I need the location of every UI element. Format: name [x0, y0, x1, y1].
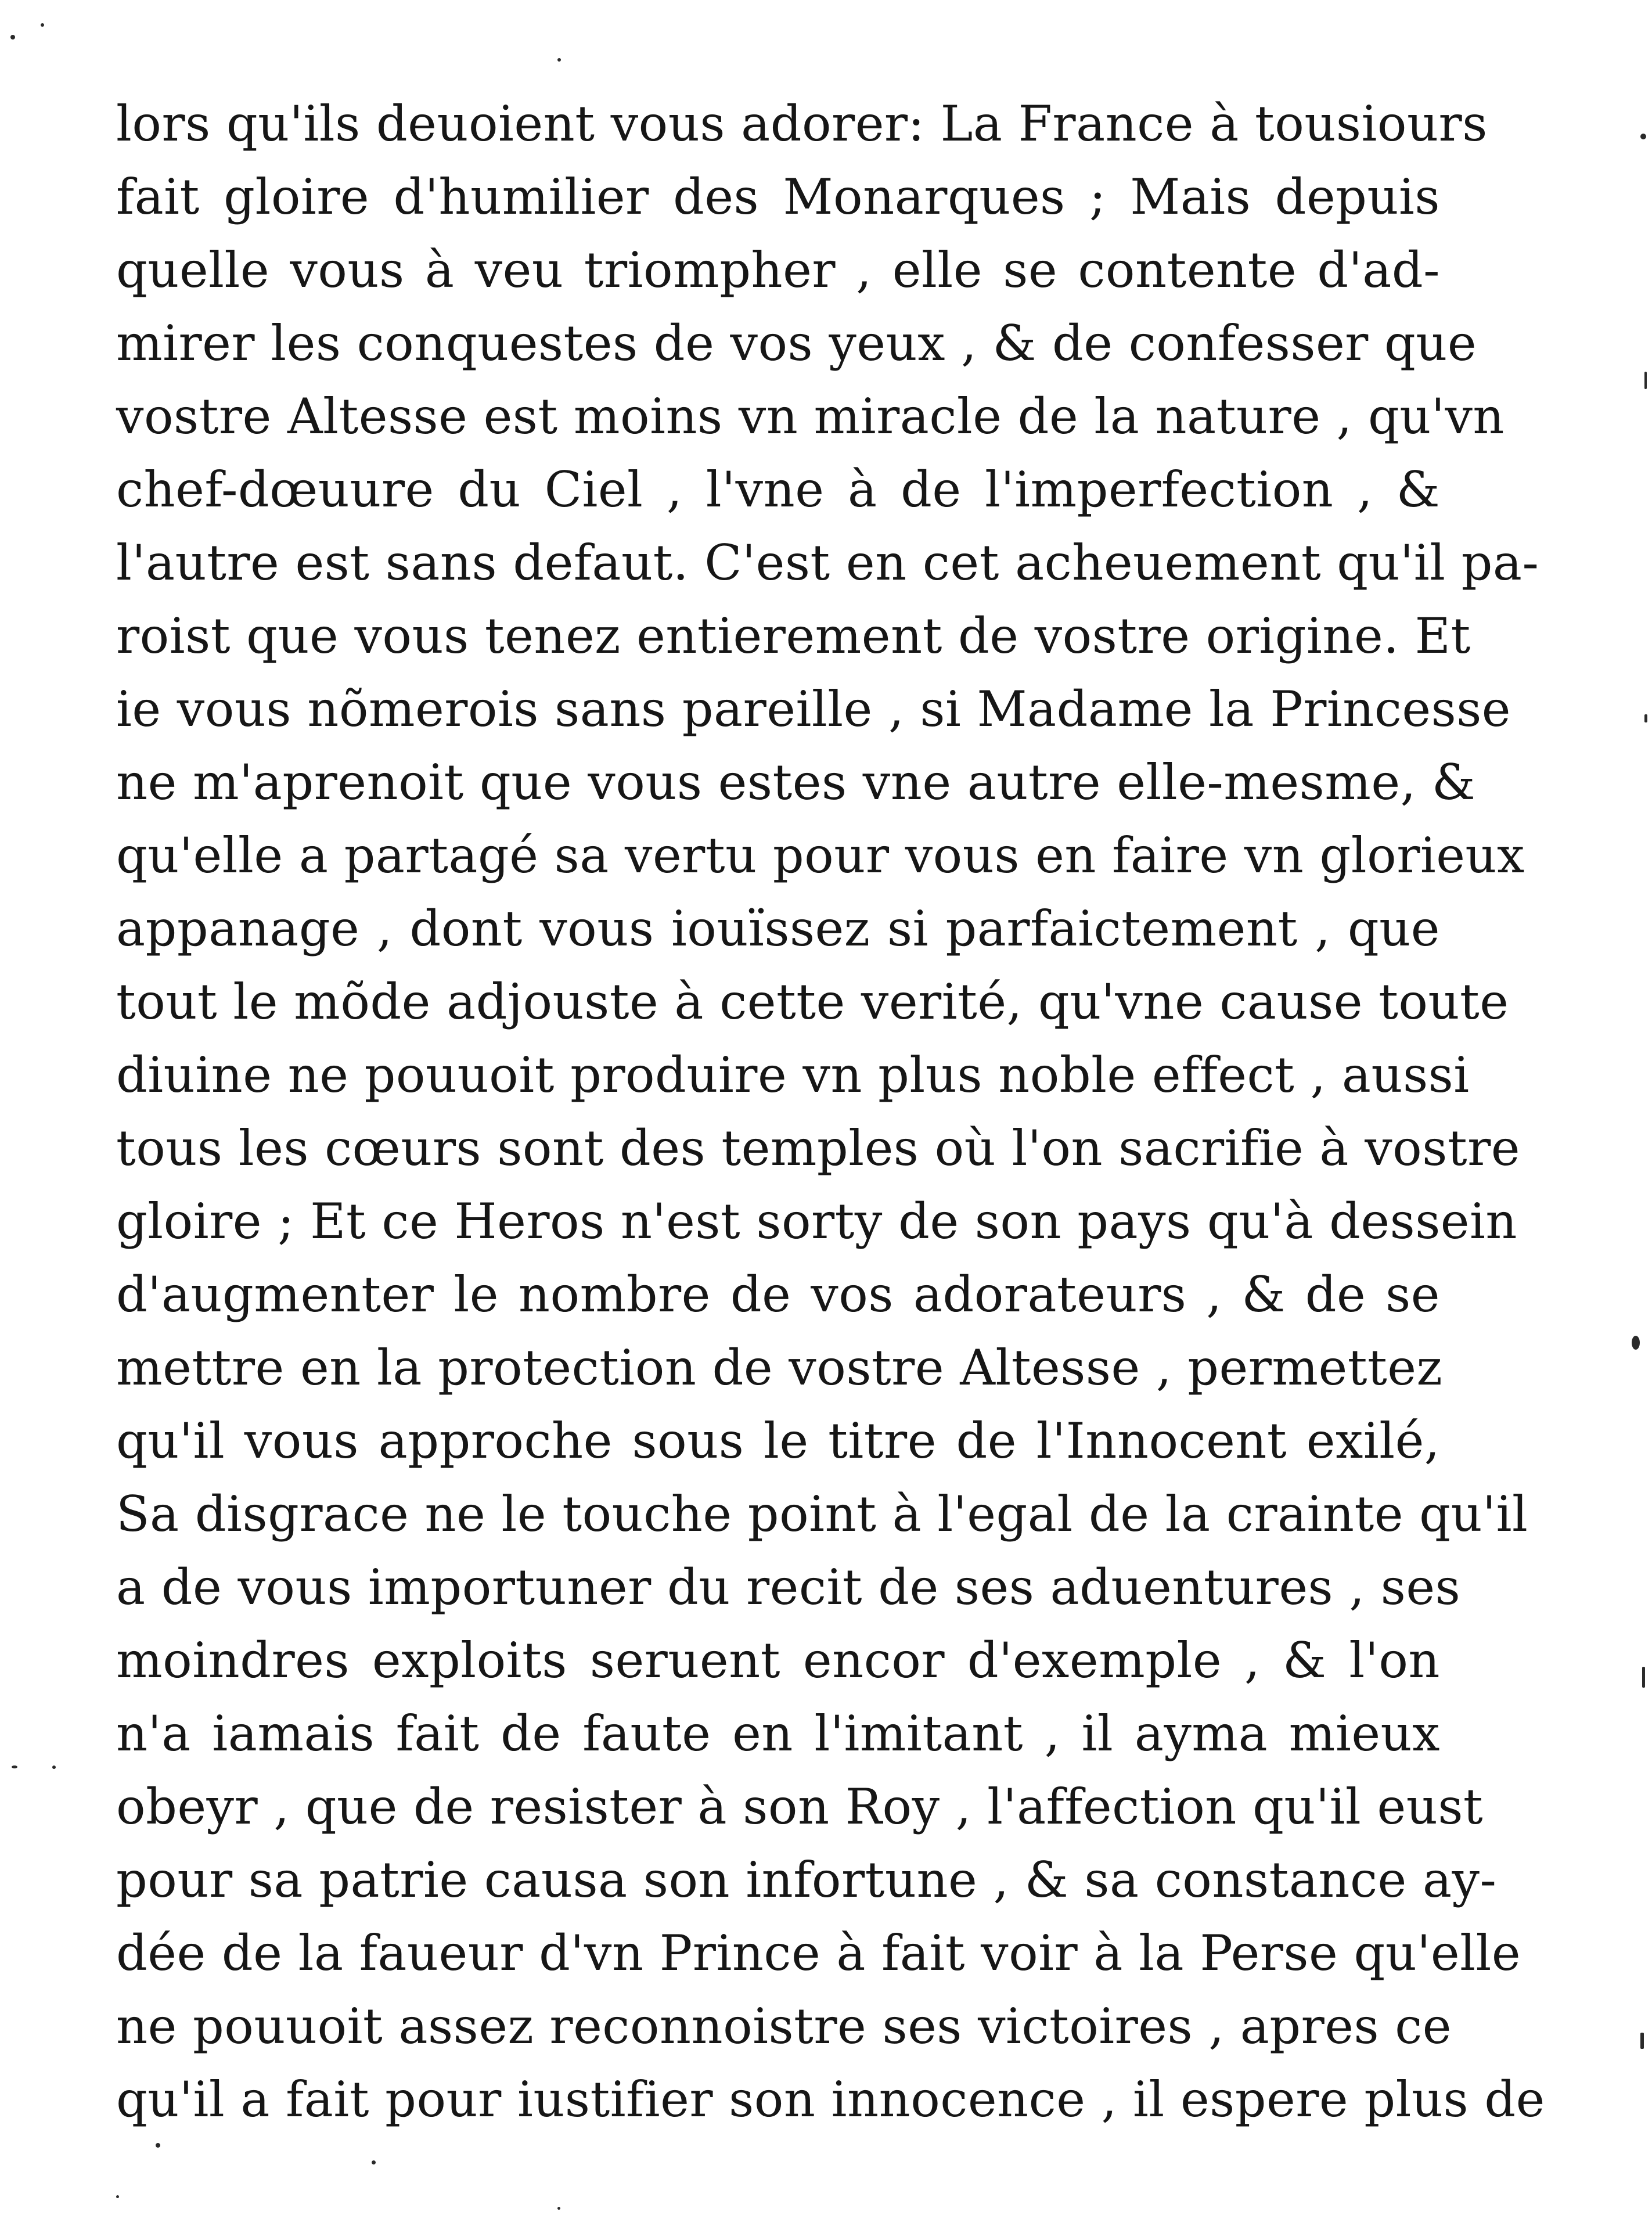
- text-line: chef-dœuure du Ciel , l'vne à de l'imperfection , &: [116, 461, 1440, 518]
- scan-speck: [12, 1765, 17, 1768]
- text-line: quelle vous à veu triompher , elle se contente d'ad-: [116, 242, 1440, 299]
- scan-speck: [1644, 714, 1647, 722]
- text-line: d'augmenter le nombre de vos adorateurs , & de se: [116, 1266, 1440, 1323]
- text-line: vostre Altesse est moins vn miracle de la nature , qu'vn: [116, 388, 1505, 445]
- text-line: diuine ne pouuoit produire vn plus noble effect , aussi: [116, 1047, 1470, 1103]
- text-line: ne m'aprenoit que vous estes vne autre elle-mesme, &: [116, 754, 1476, 811]
- text-line: qu'il vous approche sous le titre de l'Innocent exilé,: [116, 1412, 1440, 1469]
- text-line: ie vous nõmerois sans pareille , si Madame la Princesse: [116, 681, 1511, 738]
- text-line: n'a iamais fait de faute en l'imitant , il ayma mieux: [116, 1705, 1440, 1762]
- scan-speck: [156, 2143, 160, 2148]
- text-line: roist que vous tenez entierement de vostre origine. Et: [116, 607, 1471, 664]
- text-line: mettre en la protection de vostre Altesse , permettez: [116, 1339, 1443, 1396]
- scan-speck: [1644, 372, 1647, 389]
- scan-speck: [1632, 1336, 1640, 1350]
- scan-speck: [41, 23, 44, 27]
- text-line: obeyr , que de resister à son Roy , l'affection qu'il eust: [116, 1778, 1484, 1835]
- text-line: mirer les conquestes de vos yeux , & de confesser que: [116, 315, 1477, 372]
- text-line: ne pouuoit assez reconnoistre ses victoires , apres ce: [116, 1998, 1452, 2055]
- text-line: qu'elle a partagé sa vertu pour vous en faire vn glorieux: [116, 827, 1525, 884]
- text-line: Sa disgrace ne le touche point à l'egal de la crainte qu'il: [116, 1486, 1528, 1542]
- text-line: pour sa patrie causa son infortune , & sa constance ay-: [116, 1851, 1497, 1908]
- text-line: moindres exploits seruent encor d'exemple , & l'on: [116, 1632, 1440, 1689]
- scan-speck: [1640, 134, 1646, 139]
- text-line: tous les cœurs sont des temples où l'on sacrifie à vostre: [116, 1120, 1520, 1177]
- text-line: tout le mõde adjouste à cette verité, qu'vne cause toute: [116, 973, 1509, 1030]
- body-text: [116, 87, 1545, 2136]
- scan-speck: [557, 2207, 560, 2210]
- scan-speck: [557, 58, 561, 62]
- scan-speck: [1642, 1667, 1645, 1688]
- text-line: dée de la faueur d'vn Prince à fait voir à la Perse qu'elle: [116, 1925, 1521, 1982]
- scan-speck: [1640, 2033, 1644, 2049]
- text-line: a de vous importuner du recit de ses aduentures , ses: [116, 1559, 1461, 1616]
- text-line: l'autre est sans defaut. C'est en cet acheuement qu'il pa-: [116, 534, 1539, 591]
- scan-speck: [52, 1765, 56, 1769]
- text-line: fait gloire d'humilier des Monarques ; Mais depuis: [116, 168, 1440, 225]
- scan-speck: [372, 2160, 376, 2164]
- text-line: lors qu'ils deuoient vous adorer: La France à tousiours: [116, 95, 1488, 152]
- scan-speck: [116, 2195, 119, 2198]
- text-line: qu'il a fait pour iustifier son innocence , il espere plus de: [116, 2071, 1545, 2128]
- text-line: appanage , dont vous iouïssez si parfaictement , que: [116, 900, 1440, 957]
- text-line: gloire ; Et ce Heros n'est sorty de son pays qu'à dessein: [116, 1193, 1517, 1250]
- scan-speck: [10, 35, 15, 39]
